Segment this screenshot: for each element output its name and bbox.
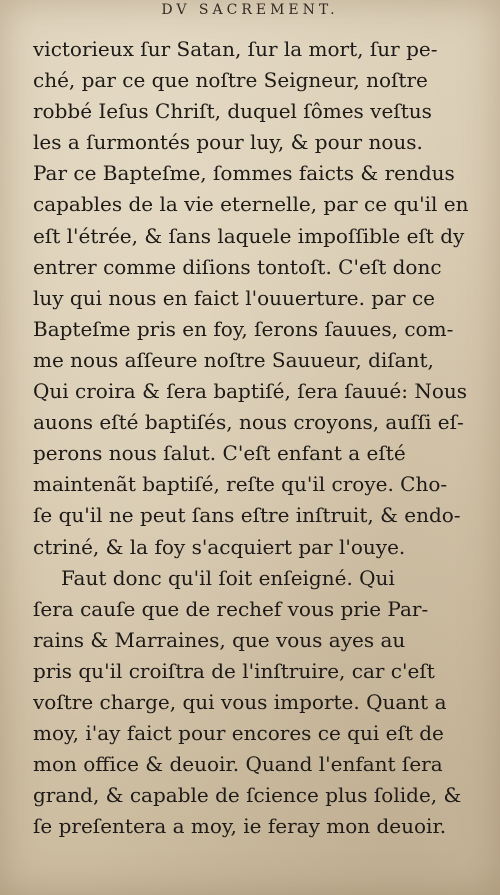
text-line-5: Par ce Bapteſme, ſommes faicts & rendus [33, 161, 455, 186]
body-text [33, 34, 469, 842]
text-line-21: pris qu'il croiſtra de l'inſtruire, car c'eſt [33, 658, 435, 683]
text-line-19: ſera cauſe que de rechef vous prie Par- [33, 596, 429, 621]
text-line-13: auons eſté baptiſés, nous croyons, auſſi eſ- [33, 410, 464, 435]
text-line-6: capables de la vie eternelle, par ce qu'il en [33, 192, 469, 217]
text-line-11: me nous aſſeure noſtre Sauueur, diſant, [33, 347, 434, 372]
text-line-3: robbé Ieſus Chriſt, duquel ſômes veſtus [33, 99, 432, 124]
text-line-10: Bapteſme pris en foy, ſerons ſauues, com- [33, 316, 454, 341]
text-line-25: grand, & capable de ſcience plus ſolide, & [33, 783, 462, 808]
text-line-14: perons nous ſalut. C'eſt enfant a eſté [33, 441, 406, 466]
text-line-16: ſe qu'il ne peut ſans eſtre inſtruit, & endo- [33, 503, 461, 528]
text-line-7: eſt l'étrée, & ſans laquele impoſſible eſt dy [33, 223, 465, 248]
text-line-9: luy qui nous en faict l'ouuerture. par ce [33, 285, 435, 310]
text-line-22: voſtre charge, qui vous importe. Quant a [33, 689, 447, 714]
text-line-1: victorieux ſur Satan, ſur la mort, ſur pe- [33, 37, 438, 61]
text-line-24: mon office & deuoir. Quand l'enfant ſera [33, 752, 443, 777]
text-line-20: rains & Marraines, que vous ayes au [33, 627, 406, 652]
text-line-2: ché, par ce que noſtre Seigneur, noſtre [33, 68, 428, 93]
text-line-23: moy, i'ay faict pour encores ce qui eſt de [33, 721, 444, 746]
text-line-8: entrer comme diſions tontoſt. C'eſt donc [33, 254, 442, 279]
text-line-12: Qui croira & ſera baptiſé, ſera ſauué: Nous [33, 379, 468, 404]
running-head: DV SACREMENT. [161, 2, 339, 18]
text-line-18: Faut donc qu'il ſoit enſeigné. Qui [61, 565, 395, 590]
text-line-15: maintenãt baptiſé, reſte qu'il croye. Cho- [33, 472, 448, 497]
text-line-17: ctriné, & la foy s'acquiert par l'ouye. [33, 534, 406, 559]
text-line-4: les a ſurmontés pour luy, & pour nous. [33, 130, 423, 155]
text-line-26: ſe preſentera a moy, ie feray mon deuoir. [33, 814, 447, 839]
